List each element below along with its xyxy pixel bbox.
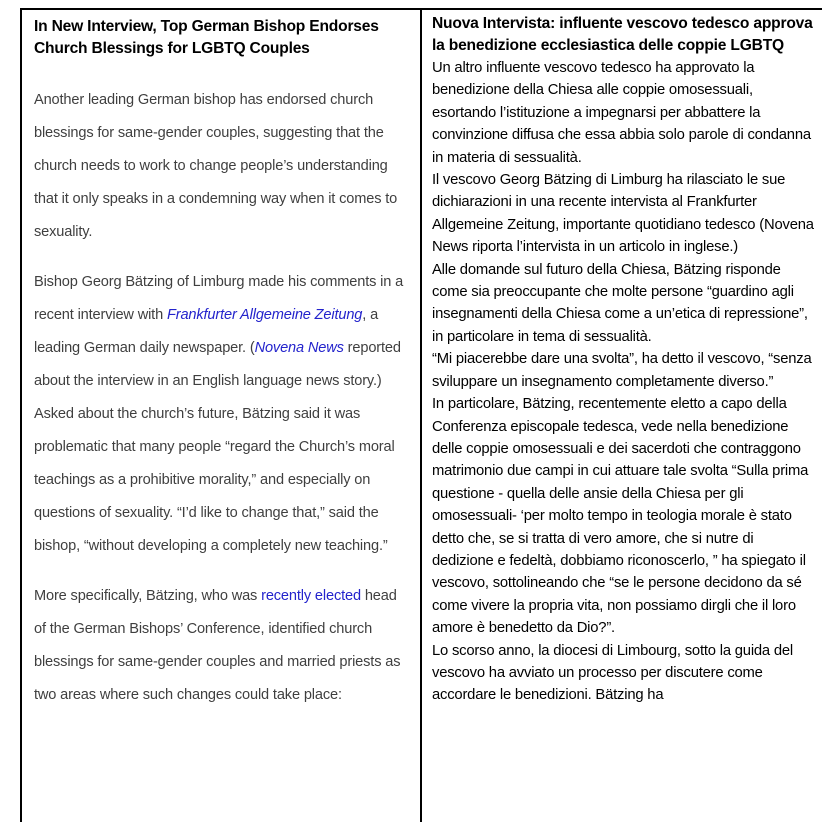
text-run: reported about the interview in an English language news story.) Asked about the church’s future, Bätzing said it was problematic that many people “regard the Church’s moral teachings as a prohibitive morality,” and especially on questions of sexuality. “I’d like to change that,” said the bishop, “without developing a completely new teaching.” — [34, 340, 401, 554]
italian-paragraph-3: Alle domande sul futuro della Chiesa, Bätzing risponde come sia preoccupante che molte persone “guardino agli insegnamenti della Chiesa come a un’etica di repressione”, in particolare in tema di sessualità. — [432, 261, 808, 345]
translation-table — [20, 8, 822, 822]
english-column — [22, 10, 422, 822]
english-paragraph-3 — [34, 580, 409, 712]
english-heading: In New Interview, Top German Bishop Endorses Church Blessings for LGBTQ Couples — [34, 18, 379, 57]
italian-paragraph-5: In particolare, Bätzing, recentemente eletto a capo della Conferenza episcopale tedesca, vede nella benedizione delle coppie omosessuali e dei sacerdoti che contraggono matrimonio due campi in cui attuare tale svolta “Sulla prima questione - quella delle ansie della Chiesa per gli omosessuali- ‘per molto tempo in teologia morale è stato detto che, se si tratta di vero amore, che si nutre di dedizione e fedeltà, dobbiamo riconoscerlo, ” ha spiegato il vescovo, sottolineando che “se le persone decidono da sé come vivere la propria vita, non possiamo dirgli che il loro amore è benedetto da Dio?”. — [432, 396, 809, 637]
italian-column — [422, 10, 822, 822]
link-novena-news[interactable]: Novena News — [254, 340, 344, 356]
italian-paragraph-6-truncated: Lo scorso anno, la diocesi di Limbourg, sotto la guida del vescovo ha avviato un processo per discutere come accordare le benedizioni. Bätzing ha — [432, 642, 794, 704]
english-paragraph-1: Another leading German bishop has endorsed church blessings for same-gender couples, suggesting that the church needs to work to change people’s understanding that it only speaks in a condemning way when it comes to sexuality. — [34, 92, 398, 240]
italian-paragraph-4: “Mi piacerebbe dare una svolta”, ha detto il vescovo, “senza sviluppare un insegnamento completamente diverso.” — [432, 351, 812, 390]
italian-heading: Nuova Intervista: influente vescovo tedesco approva la benedizione ecclesiastica delle coppie LGBTQ — [432, 15, 813, 54]
text-run: More specifically, Bätzing, who was — [34, 588, 262, 604]
english-paragraph-2 — [34, 266, 409, 563]
italian-paragraph-2: Il vescovo Georg Bätzing di Limburg ha rilasciato le sue dichiarazioni in una recente intervista al Frankfurter Allgemeine Zeitung, importante quotidiano tedesco (Novena News riporta l’intervista in un articolo in inglese.) — [432, 172, 814, 256]
link-frankfurter-allgemeine-zeitung[interactable]: Frankfurter Allgemeine Zeitung — [166, 307, 363, 323]
link-recently-elected[interactable]: recently elected — [261, 588, 361, 604]
text-run: , a leading German daily newspaper. ( — [34, 307, 379, 356]
text-run: Bishop Georg Bätzing of Limburg made his comments in a recent interview with — [34, 274, 404, 323]
text-run: head of the German Bishops’ Conference, identified church blessings for same-gender couples and married priests as two areas where such changes could take place: — [34, 588, 401, 703]
italian-paragraph-1: Un altro influente vescovo tedesco ha approvato la benedizione della Chiesa alle coppie omosessuali, esortando l’istituzione a impegnarsi per abbattere la convinzione diffusa che essa abbia solo parole di condanna in materia di sessualità. — [432, 60, 811, 166]
